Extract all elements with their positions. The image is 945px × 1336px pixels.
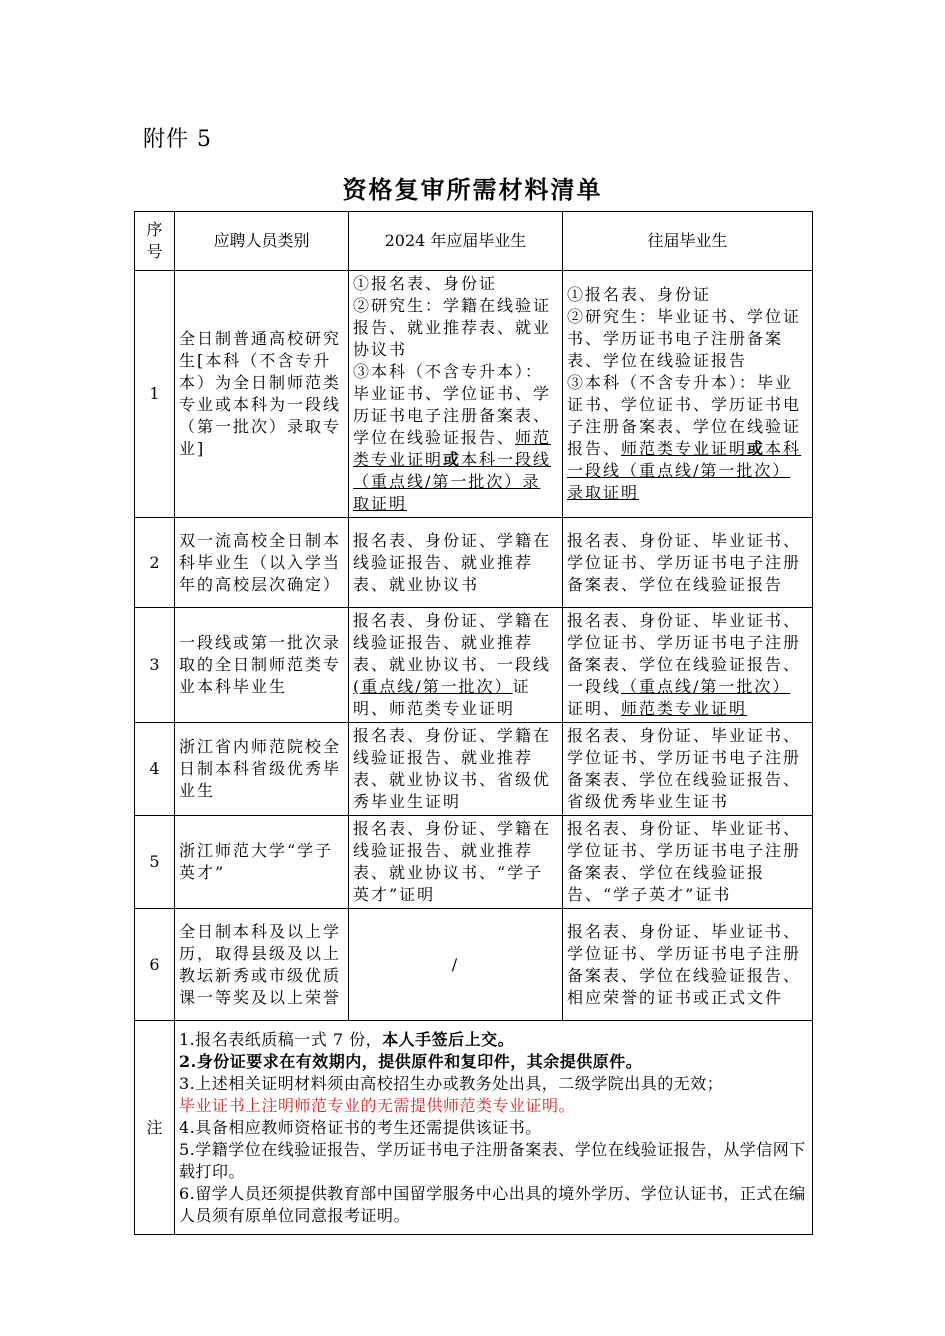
row-past-materials bbox=[563, 608, 813, 723]
table-row bbox=[135, 518, 813, 608]
document-title: 资格复审所需材料清单 bbox=[342, 175, 603, 204]
row-category: 一段线或第一批次录取的全日制师范类专业本科毕业生 bbox=[175, 608, 349, 723]
table-row bbox=[135, 271, 813, 518]
underlined-text: (重点线/第一批次） bbox=[353, 677, 513, 696]
row-category: 浙江师范大学“学子英才” bbox=[175, 816, 349, 909]
material-text: ①报名表、身份证 bbox=[567, 285, 712, 304]
material-text: ③本科（不含专升本）：毕业证书、学位证书、学历证书电子注册备案表、学位在线验证报告、 bbox=[353, 362, 552, 447]
header-past-graduates: 往届毕业生 bbox=[563, 212, 813, 271]
notes-content bbox=[175, 1021, 813, 1235]
row-category: 全日制本科及以上学历，取得县级及以上教坛新秀或市级优质课一等奖及以上荣誉 bbox=[175, 909, 349, 1021]
notes-row bbox=[135, 1021, 813, 1235]
material-text: ③本科（不含专升本）：毕业证书、学位证书、学历证书电子注册备案表、学位在线验证报告、 bbox=[567, 373, 802, 458]
material-text: 报名表、身份证、学籍在线验证报告、就业推荐表、就业协议书、一段线 bbox=[353, 611, 552, 674]
row-current-materials bbox=[349, 271, 563, 518]
note-1 bbox=[179, 1029, 808, 1051]
material-text: 证明、 bbox=[567, 699, 622, 718]
table-header-row bbox=[135, 212, 813, 271]
row-past-materials: 报名表、身份证、毕业证书、学位证书、学历证书电子注册备案表、学位在线验证报告、“学子英才”证书 bbox=[563, 816, 813, 909]
note-6: 6.留学人员还须提供教育部中国留学服务中心出具的境外学历、学位认证书，正式在编人员须有原单位同意报考证明。 bbox=[179, 1183, 806, 1225]
row-current-materials: 报名表、身份证、学籍在线验证报告、就业推荐表、就业协议书 bbox=[349, 518, 563, 608]
note-text: 3.上述相关证明材料须由高校招生办或教务处出具，二级学院出具的无效； bbox=[179, 1073, 724, 1093]
row-past-materials: 报名表、身份证、毕业证书、学位证书、学历证书电子注册备案表、学位在线验证报告、省级优秀毕业生证书 bbox=[563, 723, 813, 816]
table-row bbox=[135, 723, 813, 816]
row-seq: 2 bbox=[135, 518, 175, 608]
underlined-text: 师范类专业证明 bbox=[621, 439, 748, 458]
notes-label: 注 bbox=[135, 1021, 175, 1235]
note-text: 1.报名表纸质稿一式 7 份， bbox=[179, 1029, 383, 1049]
row-past-materials: 报名表、身份证、毕业证书、学位证书、学历证书电子注册备案表、学位在线验证报告、相应荣誉的证书或正式文件 bbox=[563, 909, 813, 1021]
row-seq: 1 bbox=[135, 271, 175, 518]
row-seq: 4 bbox=[135, 723, 175, 816]
underlined-text: 本科一段线（重点线/第一批次）录取证明 bbox=[353, 450, 552, 513]
note-2: 2.身份证要求在有效期内，提供原件和复印件，其余提供原件。 bbox=[179, 1051, 643, 1071]
row-category: 浙江省内师范院校全日制本科省级优秀毕业生 bbox=[175, 723, 349, 816]
note-red-text: 毕业证书上注明师范专业的无需提供师范类专业证明。 bbox=[179, 1095, 576, 1115]
underlined-text: （重点线/第一批次） bbox=[621, 677, 791, 696]
row-past-materials bbox=[563, 271, 813, 518]
or-text: 或 bbox=[443, 450, 462, 469]
header-seq: 序号 bbox=[135, 212, 175, 271]
materials-table bbox=[134, 211, 813, 1235]
table-row bbox=[135, 909, 813, 1021]
underlined-text: 本科一段线（重点线/第一批次）录取证明 bbox=[567, 439, 802, 502]
material-text: 证明、师范类专业证明 bbox=[353, 677, 531, 718]
row-seq: 3 bbox=[135, 608, 175, 723]
material-text: ②研究生：毕业证书、学位证书、学历证书电子注册备案表、学位在线验证报告 bbox=[567, 307, 802, 370]
table-row bbox=[135, 608, 813, 723]
note-4: 4.具备相应教师资格证书的考生还需提供该证书。 bbox=[179, 1117, 542, 1137]
row-current-materials: 报名表、身份证、学籍在线验证报告、就业推荐表、就业协议书、省级优秀毕业生证明 bbox=[349, 723, 563, 816]
row-seq: 6 bbox=[135, 909, 175, 1021]
row-current-materials: 报名表、身份证、学籍在线验证报告、就业推荐表、就业协议书、“学子英才”证明 bbox=[349, 816, 563, 909]
material-text: ①报名表、身份证 bbox=[353, 274, 498, 293]
row-seq: 5 bbox=[135, 816, 175, 909]
row-category: 全日制普通高校研究生[本科（不含专升本）为全日制师范类专业或本科为一段线（第一批次）录取专业] bbox=[175, 271, 349, 518]
material-text: ②研究生：学籍在线验证报告、就业推荐表、就业协议书 bbox=[353, 296, 552, 359]
row-current-materials bbox=[349, 608, 563, 723]
table-row bbox=[135, 816, 813, 909]
underlined-text: 师范类专业证明 bbox=[353, 428, 552, 469]
row-category: 双一流高校全日制本科毕业生（以入学当年的高校层次确定） bbox=[175, 518, 349, 608]
row-past-materials: 报名表、身份证、毕业证书、学位证书、学历证书电子注册备案表、学位在线验证报告 bbox=[563, 518, 813, 608]
row-current-materials: / bbox=[349, 909, 563, 1021]
note-emphasis: 本人手签后上交。 bbox=[382, 1029, 515, 1049]
note-5: 5.学籍学位在线验证报告、学历证书电子注册备案表、学位在线验证报告，从学信网下载打印。 bbox=[179, 1139, 806, 1181]
material-text: 报名表、身份证、毕业证书、学位证书、学历证书电子注册备案表、学位在线验证报告、一段线 bbox=[567, 611, 802, 696]
underlined-text: 师范类专业证明 bbox=[621, 699, 748, 718]
attachment-label: 附件 5 bbox=[143, 127, 212, 152]
header-current-graduates: 2024 年应届毕业生 bbox=[349, 212, 563, 271]
or-text: 或 bbox=[747, 439, 766, 458]
header-category: 应聘人员类别 bbox=[175, 212, 349, 271]
note-3 bbox=[179, 1073, 808, 1117]
